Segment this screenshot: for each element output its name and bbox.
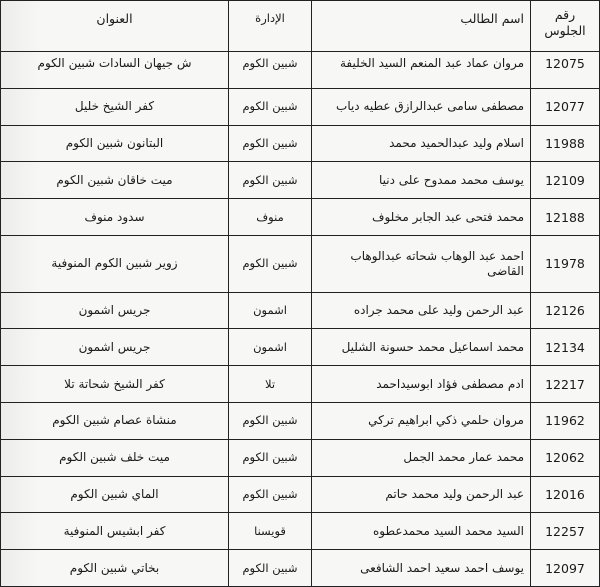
admin-cell: شبين الكوم [229,162,312,199]
name-cell: مصطفى سامى عبدالرازق عطيه دياب [312,88,531,125]
name-cell: اسلام وليد عبدالحميد محمد [312,125,531,162]
seat-cell: 12134 [531,329,600,366]
name-cell: محمد عمار محمد الجمل [312,439,531,476]
admin-cell: اشمون [229,292,312,329]
address-cell: سدود منوف [1,199,229,236]
header-seat-number: رقم الجلوس [531,1,600,52]
address-cell: بخاتي شبين الكوم [1,550,229,587]
address-cell: الماي شبين الكوم [1,476,229,513]
name-cell: عبد الرحمن وليد على محمد جراده [312,292,531,329]
address-cell: منشاة عصام شبين الكوم [1,403,229,440]
name-cell: عبد الرحمن وليد محمد حاتم [312,476,531,513]
seat-cell: 11988 [531,125,600,162]
seat-cell: 12077 [531,88,600,125]
name-cell: مروان عماد عبد المنعم السيد الخليفة [312,52,531,89]
address-cell: ش جيهان السادات شبين الكوم [1,52,229,89]
admin-cell: منوف [229,199,312,236]
admin-cell: شبين الكوم [229,439,312,476]
header-administration: الإدارة [229,1,312,52]
address-cell: البتانون شبين الكوم [1,125,229,162]
table-row [1,162,600,199]
seat-cell: 12188 [531,199,600,236]
table-row [1,125,600,162]
name-cell: محمد فتحى عبد الجابر مخلوف [312,199,531,236]
name-cell: محمد اسماعيل محمد حسونة الشليل [312,329,531,366]
seat-cell: 12062 [531,439,600,476]
admin-cell: اشمون [229,329,312,366]
address-cell: زوير شبين الكوم المنوفية [1,235,229,292]
address-cell: كفر ابشيس المنوفية [1,513,229,550]
admin-cell: تلا [229,366,312,403]
name-cell: يوسف محمد ممدوح على دنيا [312,162,531,199]
address-cell: كفر الشيخ شحاتة تلا [1,366,229,403]
admin-cell: قويسنا [229,513,312,550]
seat-cell: 12097 [531,550,600,587]
table-row [1,235,600,292]
admin-cell: شبين الكوم [229,52,312,89]
address-cell: جريس اشمون [1,329,229,366]
table-row [1,88,600,125]
seat-cell: 12075 [531,52,600,89]
seat-cell: 11978 [531,235,600,292]
header-student-name: اسم الطالب [312,1,531,52]
table-row [1,439,600,476]
admin-cell: شبين الكوم [229,88,312,125]
table-row [1,550,600,587]
name-cell: يوسف احمد سعيد احمد الشافعى [312,550,531,587]
header-address: العنوان [1,1,229,52]
name-cell: مروان حلمي ذكي ابراهيم تركي [312,403,531,440]
seat-cell: 11962 [531,403,600,440]
table-row [1,292,600,329]
admin-cell: شبين الكوم [229,476,312,513]
name-cell: احمد عبد الوهاب شحاته عبدالوهاب القاضى [312,235,531,292]
address-cell: كفر الشيخ خليل [1,88,229,125]
table-row [1,52,600,89]
table-row [1,513,600,550]
table-row [1,476,600,513]
admin-cell: شبين الكوم [229,403,312,440]
address-cell: ميت خلف شبين الكوم [1,439,229,476]
seat-cell: 12016 [531,476,600,513]
address-cell: ميت خاقان شبين الكوم [1,162,229,199]
table-row [1,366,600,403]
table-row [1,199,600,236]
name-cell: ادم مصطفى فؤاد ابوسيداحمد [312,366,531,403]
admin-cell: شبين الكوم [229,550,312,587]
seat-cell: 12109 [531,162,600,199]
name-cell: السيد محمد السيد محمدعطوه [312,513,531,550]
admin-cell: شبين الكوم [229,235,312,292]
table-header-row [1,1,600,52]
seat-cell: 12126 [531,292,600,329]
table-row [1,329,600,366]
seat-cell: 12217 [531,366,600,403]
address-cell: جريس اشمون [1,292,229,329]
table-row [1,403,600,440]
seat-cell: 12257 [531,513,600,550]
admin-cell: شبين الكوم [229,125,312,162]
